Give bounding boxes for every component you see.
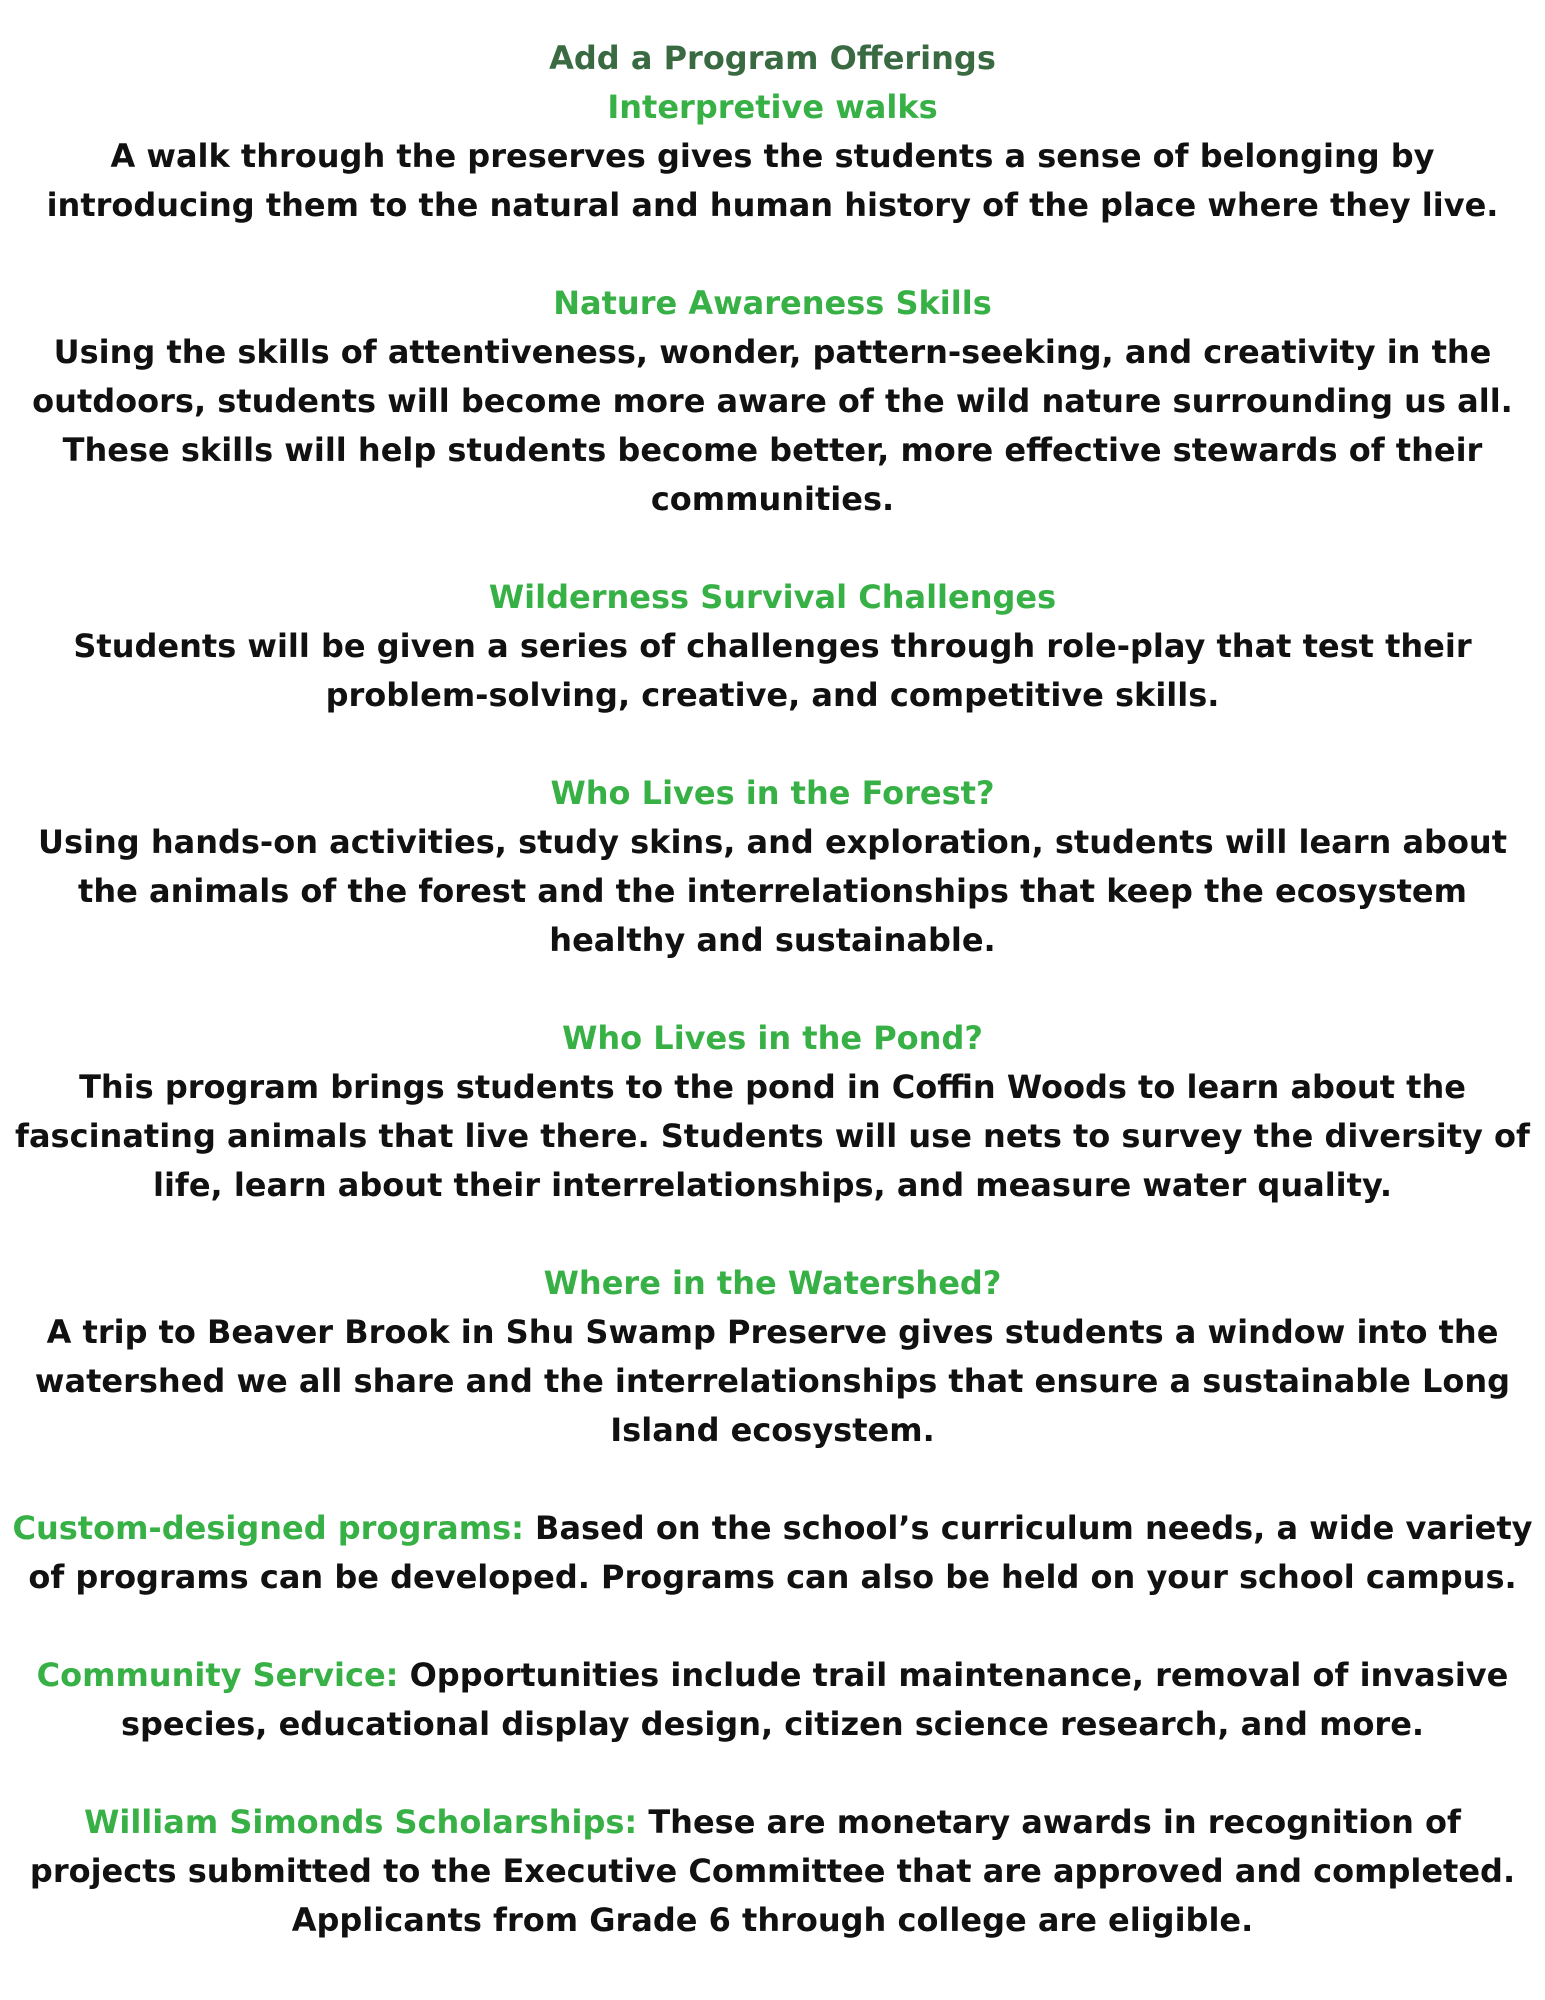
- section-body: Using the skills of attentiveness, wonder, pattern-seeking, and creativity in the outdoors, students will become more aware of the wild nature surrounding us all. These skills will help students become better, more effective stewards of their communities.: [32, 333, 1513, 518]
- inline-label: Community Service:: [36, 1656, 399, 1694]
- program-section-interpretive-walks: [0, 83, 1545, 230]
- inline-label: Custom-designed programs:: [12, 1509, 524, 1547]
- inline-body: Based on the school’s curriculum needs, a wide variety of programs can be developed. Programs can also be held on your school campus.: [28, 1509, 1533, 1596]
- section-heading: Where in the Watershed?: [543, 1264, 1002, 1302]
- section-heading: Who Lives in the Pond?: [562, 1019, 983, 1057]
- section-heading: Nature Awareness Skills: [553, 284, 992, 322]
- inline-body: Opportunities include trail maintenance, removal of invasive species, educational display design, citizen science research, and more.: [120, 1656, 1509, 1743]
- program-section-pond: [0, 1014, 1545, 1210]
- section-body: A walk through the preserves gives the students a sense of belonging by introducing them to the natural and human history of the place where they live.: [46, 137, 1499, 224]
- inline-label: William Simonds Scholarships:: [84, 1803, 638, 1841]
- scholarships-paragraph: [8, 1798, 1538, 1945]
- program-section-wilderness-survival: [0, 573, 1545, 720]
- program-section-forest: [0, 769, 1545, 965]
- section-heading: Wilderness Survival Challenges: [488, 578, 1057, 616]
- program-section-watershed: [0, 1259, 1545, 1455]
- custom-programs-paragraph: [8, 1504, 1538, 1602]
- section-heading: Interpretive walks: [607, 88, 938, 126]
- section-body: Using hands-on activities, study skins, and exploration, students will learn about the animals of the forest and the interrelationships that keep the ecosystem healthy and sustainable.: [37, 823, 1507, 959]
- section-body: This program brings students to the pond in Coffin Woods to learn about the fascinating animals that live there. Students will use nets to survey the diversity of life, learn about their interrelationships, and measure water quality.: [15, 1068, 1530, 1204]
- program-section-nature-awareness: [0, 279, 1545, 524]
- page-title: Add a Program Offerings: [549, 39, 996, 77]
- section-heading: Who Lives in the Forest?: [550, 774, 995, 812]
- section-body: A trip to Beaver Brook in Shu Swamp Preserve gives students a window into the watershed we all share and the interrelationships that ensure a sustainable Long Island ecosystem.: [34, 1313, 1511, 1449]
- community-service-paragraph: [8, 1651, 1538, 1749]
- inline-body: These are monetary awards in recognition of projects submitted to the Executive Committee that are approved and completed. Applicants from Grade 6 through college are eligible.: [29, 1803, 1516, 1939]
- section-body: Students will be given a series of challenges through role-play that test their problem-solving, creative, and competitive skills.: [73, 627, 1472, 714]
